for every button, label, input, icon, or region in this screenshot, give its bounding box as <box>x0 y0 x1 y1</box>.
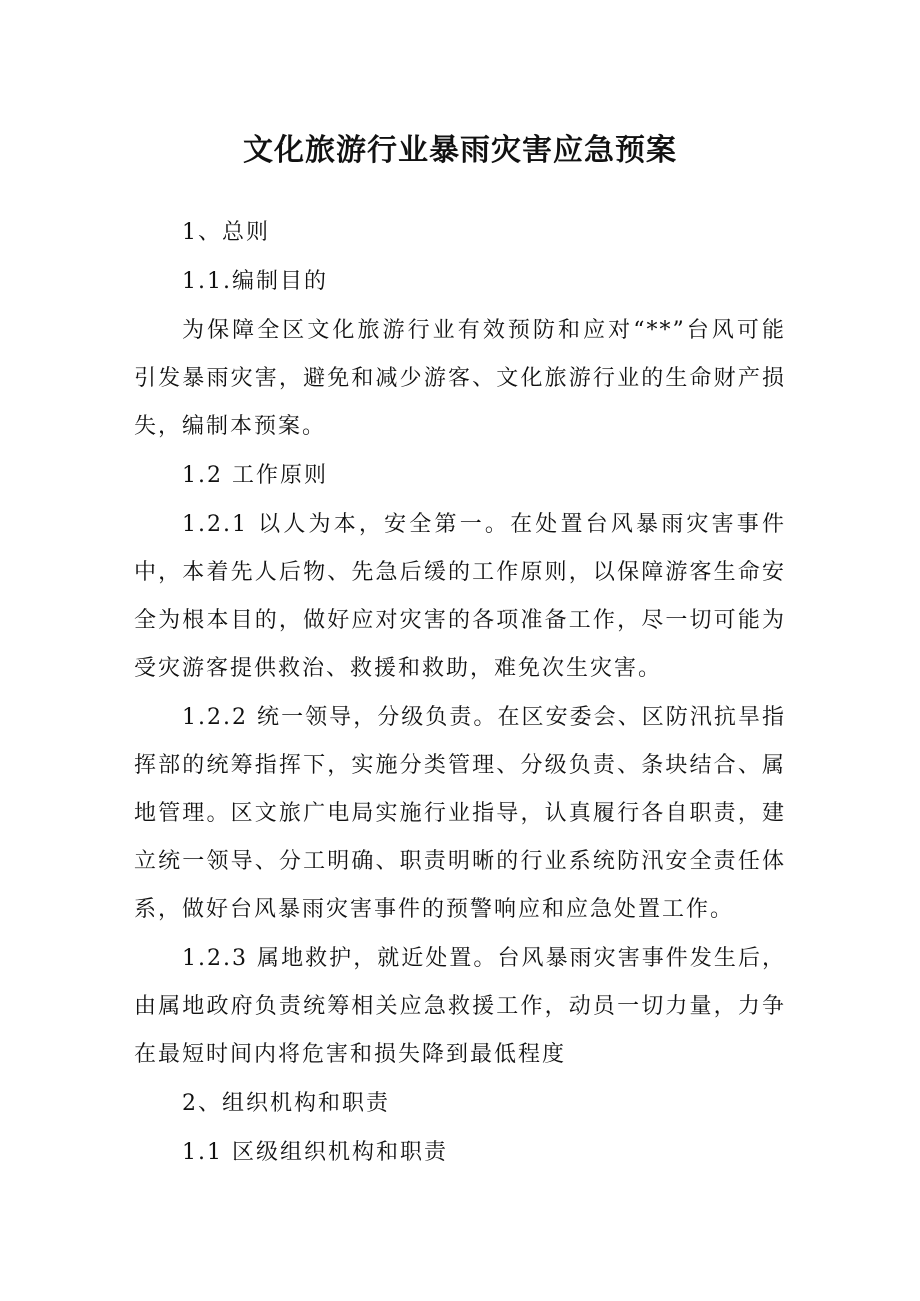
section-heading-general: 1、总则 <box>182 220 270 245</box>
paragraph-principle-2: 1.2.2 统一领导，分级负责。在区安委会、区防汛抗旱指挥部的统筹指挥下，实施分类管理、分级负责、条块结合、属地管理。区文旅广电局实施行业指导，认真履行各自职责，建立统一领导、分工明确、职责明晰的行业系统防汛安全责任体系，做好台风暴雨灾害事件的预警响应和应急处置工作。 <box>134 705 786 922</box>
paragraph-principle-1: 1.2.1 以人为本，安全第一。在处置台风暴雨灾害事件中，本着先人后物、先急后缓的工作原则，以保障游客生命安全为根本目的，做好应对灾害的各项准备工作，尽一切可能为受灾游客提供救治、救援和救助，难免次生灾害。 <box>134 512 786 681</box>
paragraph-purpose: 为保障全区文化旅游行业有效预防和应对“**”台风可能引发暴雨灾害，避免和减少游客、文化旅游行业的生命财产损失，编制本预案。 <box>134 318 786 439</box>
document-body <box>134 209 786 1178</box>
document-title: 文化旅游行业暴雨灾害应急预案 <box>243 133 677 168</box>
subsection-heading-district-organization: 1.1 区级组织机构和职责 <box>182 1140 448 1165</box>
section-heading-organization: 2、组织机构和职责 <box>182 1091 390 1116</box>
subsection-heading-principles: 1.2 工作原则 <box>182 463 328 488</box>
paragraph-principle-3: 1.2.3 属地救护，就近处置。台风暴雨灾害事件发生后，由属地政府负责统筹相关应急救援工作，动员一切力量，力争在最短时间内将危害和损失降到最低程度 <box>134 946 786 1067</box>
subsection-heading-purpose: 1.1.编制目的 <box>182 269 328 294</box>
